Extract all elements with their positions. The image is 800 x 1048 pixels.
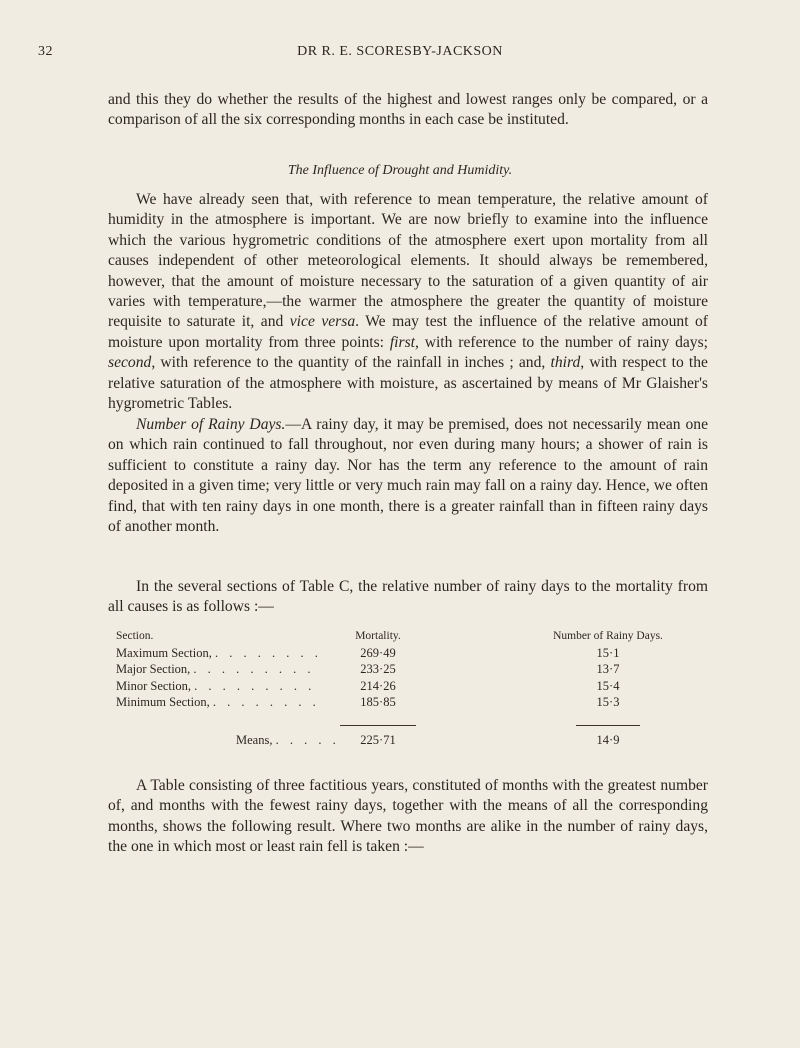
- rainy-days-table: [108, 628, 708, 747]
- row-mortality: 185·85: [360, 695, 396, 709]
- rainy-days-sum-rule: [576, 725, 640, 726]
- paragraph-2: [108, 190, 708, 414]
- means-rainy-days: 14·9: [596, 733, 620, 747]
- leader-dots: . . . . . . . . .: [194, 678, 316, 693]
- means-row: [108, 732, 708, 749]
- row-rainy-days: 15·4: [596, 678, 620, 693]
- mortality-sum-rule: [340, 725, 416, 726]
- page-header: [0, 44, 800, 64]
- section-heading: The Influence of Drought and Humidity.: [287, 163, 513, 178]
- second-term: second: [108, 354, 152, 372]
- means-label: Means,: [236, 733, 273, 747]
- table-row: [108, 645, 708, 662]
- table-row: [108, 678, 708, 695]
- paragraph-4: In the several sections of Table C, the relative number of rainy days to the mortality from all causes is as follows :—: [108, 578, 708, 616]
- leader-dots: . . . . . . . .: [212, 695, 320, 709]
- header-mortality: Mortality.: [355, 630, 401, 642]
- row-mortality: 214·26: [360, 678, 396, 693]
- leader-dots: . . . . .: [275, 733, 340, 747]
- running-title: DR R. E. SCORESBY-JACKSON: [297, 44, 503, 59]
- means-mortality: 225·71: [360, 733, 396, 747]
- row-mortality: 233·25: [360, 662, 396, 676]
- row-rainy-days: 15·1: [596, 645, 620, 660]
- row-mortality: 269·49: [360, 645, 396, 660]
- paragraph-1: and this they do whether the results of the highest and lowest ranges only be compared, or a comparison of all the six corresponding months in each case be instituted.: [108, 91, 708, 129]
- first-term: first: [389, 333, 415, 351]
- paragraph-2-text-e: , with respect to the relative saturation of the atmosphere with moisture, as ascertained by means of Mr Glaisher's hygrometric Tables.: [108, 354, 708, 413]
- vice-versa-term: vice versa: [289, 313, 356, 331]
- leader-dots: . . . . . . . .: [214, 645, 322, 660]
- paragraph-5: A Table consisting of three factitious years, constituted of months with the greatest number of, and months with the fewest rainy days, together with the means of all the corresponding months, shows the following result. Where two months are alike in the number of rainy days, the one in which most or least rain fell is taken :—: [108, 777, 708, 856]
- leader-dots: . . . . . . . . .: [193, 662, 315, 676]
- table-header-row: [108, 628, 708, 645]
- third-term: third: [550, 354, 581, 372]
- header-section: Section.: [116, 630, 154, 642]
- row-section-label: Major Section,: [116, 662, 191, 676]
- row-section-label: Maximum Section,: [116, 645, 212, 660]
- page-number: 32: [38, 44, 53, 59]
- table-row: [108, 661, 708, 678]
- paragraph-2-text-d: , with reference to the quantity of the rainfall in inches ; and,: [151, 354, 551, 372]
- rainy-days-subheading: Number of Rainy Days.: [136, 416, 286, 433]
- paragraph-2-text-b: . We may test the influence of the relative amount of moisture upon mortality from three points:: [108, 313, 708, 351]
- paragraph-3-text: —A rainy day, it may be premised, does not necessarily mean one on which rain continued to fall throughout, nor even during many hours; a shower of rain is sufficient to constitute a rainy day. Nor has the term any reference to the amount of rain deposited in a given time; very little or very much rain may fall on a rainy day. Hence, we often find, that with ten rainy days in one month, there is a greater rainfall than in fifteen rainy days of another month.: [108, 416, 708, 536]
- row-section-label: Minimum Section,: [116, 695, 210, 709]
- row-rainy-days: 13·7: [596, 662, 620, 676]
- row-section-label: Minor Section,: [116, 678, 191, 693]
- row-rainy-days: 15·3: [596, 695, 620, 709]
- paragraph-2-text-c: , with reference to the number of rainy days;: [414, 333, 708, 351]
- paragraph-2-text-a: We have already seen that, with reference to mean temperature, the relative amount of humidity in the atmosphere is important. We are now briefly to examine into the influence which the various hygrometric conditions of the atmosphere exert upon mortality from all causes independent of other meteorological elements. It should always be remembered, however, that the amount of moisture necessary to the saturation of a given quantity of air varies with temperature,—the warmer the atmosphere the greater the quantity of moisture requisite to saturate it, and: [108, 191, 708, 331]
- paragraph-3: [108, 415, 708, 537]
- header-rainy-days: Number of Rainy Days.: [553, 630, 663, 642]
- table-row: [108, 694, 708, 711]
